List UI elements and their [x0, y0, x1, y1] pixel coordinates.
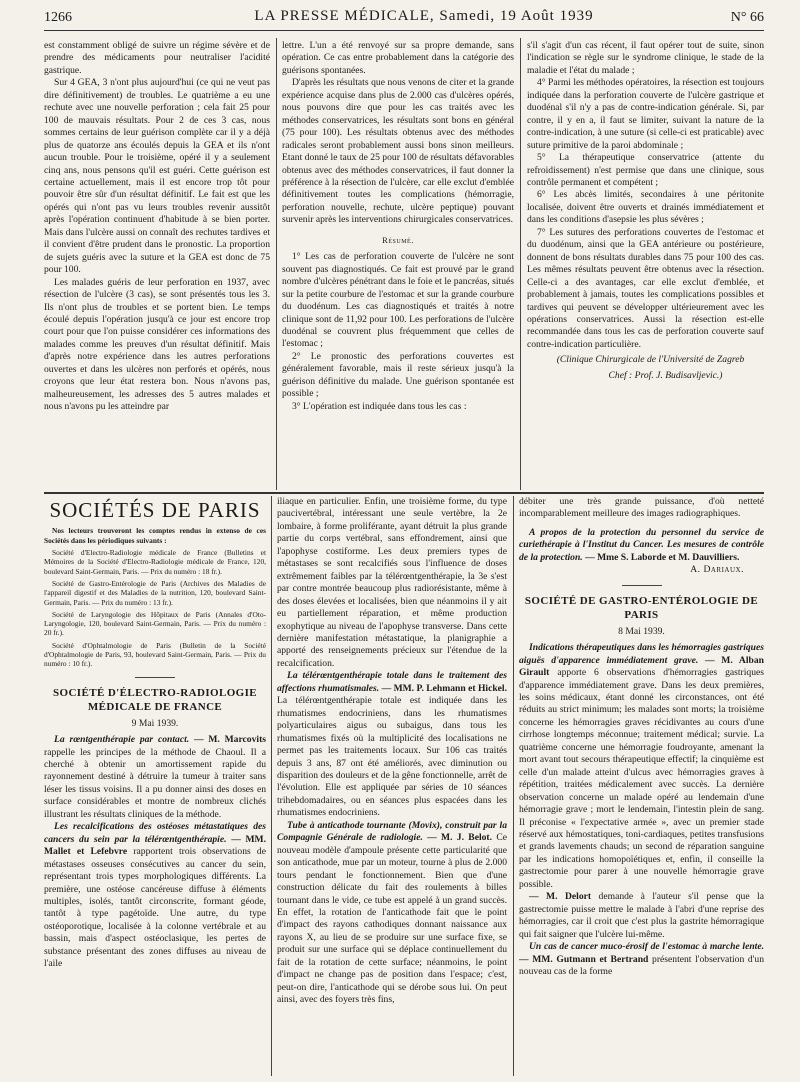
journal-title: LA PRESSE MÉDICALE, Samedi, 19 Août 1939	[254, 8, 594, 24]
paragraph	[519, 891, 764, 941]
paragraph	[519, 527, 764, 564]
intro-lead: Nos lecteurs trouveront les comptes rendus in extenso de ces Sociétés dans les périodiques suivants :	[44, 526, 266, 545]
bottom-column-1	[44, 496, 266, 1076]
communication-authors: — M. Alban Girault	[519, 654, 764, 679]
column-divider	[276, 38, 277, 490]
paragraph: 5° La thérapeutique conservatrice (attente du refroidissement) n'est permise que dans une clinique, sous contrôle permanent et compétent ;	[527, 152, 764, 188]
paragraph	[519, 941, 764, 978]
communication-title: Tube à anticathode tournante (Movix), construit par la Compagnie Générale de radiologie.	[277, 819, 507, 844]
paragraph: lettre. L'un a été renvoyé sur sa propre demande, sans opération. Ce cas entre probablement dans la catégorie des guérisons spontanées.	[282, 40, 514, 76]
page-header	[44, 6, 764, 30]
paragraph	[44, 734, 266, 821]
communication-authors: — M. Delort	[529, 891, 592, 903]
communication-authors: — M. J. Belot.	[427, 832, 493, 844]
session-date: 8 Mai 1939.	[618, 625, 665, 637]
paragraph: est constamment obligé de suivre un régime sévère et de prendre des médicaments pour neutraliser l'acidité gastrique.	[44, 40, 270, 76]
paragraph: iliaque en particulier. Enfin, une troisième forme, du type paucivertébral, intéressant une seule vertèbre, la 2e lombaire, à forme proliférante, ayant détruit la plus grande partie du corps vertébral, sans effondrement, ainsi que l'apophyse costiforme. Les deux premiers types de métastases se sont recalcifiés sous l'influence de doses extrêmement faibles par la télérœntgenthérapie, la 3e s'est par contre montrée beaucoup plus radiorésistante, même à des doses élevées et localisées, bien que néanmoins il y ait eu partiellement réparation, et même production exophytique au niveau de l'apophyse transverse. Dans cette dernière manifestation métastatique, la planigraphie a apporté des renseignements précieux sur l'étendue de la recalcification.	[277, 496, 507, 669]
communication-title: A propos de la protection du personnel du service de curiethérapie à l'Institut du Cancer. Les mesures de contrôle de la protection.	[519, 526, 764, 563]
communication-title: Un cas de cancer muco-érosif de l'estomac à marche lente.	[529, 941, 764, 953]
paragraph: 7° Les sutures des perforations couvertes de l'estomac et du duodénum, ainsi que la GEA antérieure ou postérieure, donnent de bons résultats durables dans 75 pour 100 des cas. Les mêmes résultats peuvent être obtenus avec la résection. Celle-ci a des avantages, car elle exclut d'emblée, et probablement à jamais, toutes les complications possibles et tardives qui peuvent se développer ultérieurement avec les opérations conservatrices. Aussi la résection est-elle recommandée dans tous les cas de perforation couverte sauf contre-indication particulière.	[527, 226, 764, 350]
header-rule	[44, 30, 764, 31]
paragraph: 2° Le pronostic des perforations couvertes est généralement favorable, mais il reste sérieux jusqu'à la guérison définitive du malade. Une guérison spontanée est possible ;	[282, 350, 514, 400]
paragraph	[277, 670, 507, 819]
communication-title: Les recalcifications des ostéoses métastatiques des cancers du sein par la télérœntgenthérapie.	[44, 821, 266, 845]
signature-line: Chef : Prof. J. Budisavljevic.)	[608, 369, 723, 381]
page-number: 1266	[44, 10, 72, 25]
column-divider	[520, 38, 521, 490]
paragraph: 3° L'opération est indiquée dans tous les cas :	[292, 400, 467, 412]
society-title: SOCIÉTÉ D'ÉLECTRO-RADIOLOGIE MÉDICALE DE FRANCE	[52, 686, 258, 713]
column-divider	[513, 496, 514, 1076]
column-divider	[271, 496, 272, 1076]
communication-text: La télérœntgenthérapie totale est indiquée dans les rhumatismes endocriniens, dans les rhumatismes polyarticulaires aigus ou subaigus, dans tous les rhumatismes fixés où la multiplicité des localisations ne permet pas les traitements locaux. Sur 106 cas traités depuis 3 ans, 87 ont été améliorés, avec diminution ou disparition des douleurs et de la gêne fonctionnelle, arrêt de l'évolution. Elle est appliquée par séries de 10 séances trihebdomadaires, ou en séances plus espacées dans les rhumatismes endocriniens.	[277, 695, 507, 819]
bottom-column-2	[277, 496, 507, 1076]
communication-text: Ce nouveau modèle d'ampoule présente cette particularité que son anticathode, mue par un moteur, tourne à plus de 2.000 tours pendant le fonctionnement. Bien que d'une construction délicate du fait des roulements à billes tournant dans le vide, ce tube est appelé à un grand succès. En effet, la rotation de l'anticathode fait que le point d'impact des rayons cathodiques donnant naissance aux rayons X, au lieu de se produire sur une surface fixe, se produit sur une surface qui se déplace continuellement du fait de la rotation de cette surface; néanmoins, le point d'impact ne change pas de position dans l'espace; c'est, peut-on dire, l'anticathode qui se dérobe sous lui. On peut ainsi, avec des foyers très fins,	[277, 832, 507, 1006]
communication-text: présentent l'observation d'un nouveau cas de la forme	[519, 953, 764, 977]
top-column-3	[527, 40, 764, 492]
intro-block	[44, 526, 266, 668]
communication-title: La télérœntgenthérapie totale dans le traitement des affections rhumatismales.	[277, 670, 507, 694]
paragraph	[44, 821, 266, 970]
communication-authors: — MM. Gutmann et Bertrand	[519, 953, 649, 965]
intro-item: Société de Gastro-Entérologie de Paris (Archives des Maladies de l'appareil digestif et des Maladies de la nutrition, 120, boulevard Saint-Germain, Paris. — Prix du numéro : 13 fr.).	[44, 578, 266, 607]
top-column-2	[282, 40, 514, 492]
communication-title: Indications thérapeutiques dans les hémorragies gastriques aiguës d'apparence immédiatement grave.	[519, 642, 764, 666]
communication-authors: — MM. P. Lehmann et Hickel.	[381, 682, 507, 694]
session-date: 9 Mai 1939.	[131, 717, 179, 729]
communication-text: rappelle les principes de la méthode de Chaoul. Il a cherché à obtenir un amortissement rapide du rayonnement destiné à détruire la tumeur à traiter sans léser les tissus voisins. Il a pu donner ainsi des doses en surface considérables et montre de nombreux clichés illustrant les résultats cliniques de la méthode.	[44, 746, 266, 820]
society-title: SOCIÉTÉ DE GASTRO-ENTÉROLOGIE DE PARIS	[524, 594, 759, 621]
communication-title: La rœntgenthérapie par contact.	[54, 734, 190, 746]
paragraph: Sur 4 GEA, 3 n'ont plus aujourd'hui (ce qui ne veut pas dire définitivement) de troubles. Le quatrième a eu une rechute avec une nouvelle perforation ; cela fait 25 pour 100 de mauvais résultats. Pour 2 de ces 3 cas, nous sommes certains de leur guérison complète car il y a déjà plus de quatorze ans écoulés depuis la GEA et ils n'ont aucun trouble. Pour le troisième, opéré il y a seulement cinq ans, nous pensons qu'il est guéri. Cette guérison est certaine actuellement, mais il est encore trop tôt pour pouvoir être sûr d'un résultat définitif. Le fait est que les opérés qui n'ont pas vu leurs troubles revenir aussitôt après l'opération continuent d'habitude à se bien porter. Mais dans l'ulcère aussi on connaît des rechutes tardives et il convient d'être prudent dans le pronostic. La proportion de sujets guéris avec la suture et la GEA est donc de 75 pour 100.	[44, 77, 270, 276]
communication-authors: — M. Marcovits	[193, 734, 266, 746]
issue-number: N° 66	[730, 10, 764, 25]
communication-text: rapportent trois observations de métastases osseuses consécutives au cancer du sein, représentant trois types morphologiques différents. La première, une ostéose cancéreuse diffuse à éléments multiples, isolés, tantôt circonscrite, formant géode, tantôt à type pagétoïde. Une autre, du type ostéoporotique, localisée à la colonne vertébrale et au bassin, mais d'aspect ostéoclasique, les pertes de substance présentant des zones diffuses au niveau de l'aile	[44, 846, 266, 970]
signature-line: (Clinique Chirurgicale de l'Université de Zagreb	[556, 354, 745, 366]
intro-item: Société d'Ophtalmologie de Paris (Bulletin de la Société d'Ophtalmologie de Paris, 93, boulevard Saint-Germain, Paris. — Prix du numéro : 10 fr.).	[44, 640, 266, 669]
intro-item: Société d'Electro-Radiologie médicale de France (Bulletins et Mémoires de la Société d'Electro-Radiologie médicale de France, 120, boulevard Saint-Germain, Paris. — Prix du numéro : 18 fr.).	[44, 548, 266, 576]
communication-authors: — Mme S. Laborde et M. Dauvilliers.	[585, 551, 740, 563]
paragraph: Les malades guéris de leur perforation en 1937, avec résection de l'ulcère (3 cas), se sont présentés tous les 3. Ils n'ont plus de troubles et se portent bien. Le temps écoulé depuis l'opération jusqu'à ce jour est encore trop court pour que l'on puisse considérer ces informations des malades comme les preuves d'un résultat définitif. Mais d'après notre expérience dans les autres perforations ouvertes et dans les ulcères non perforés et opérés, nous croyons que leur état restera bon. Nous n'avons pas, malheureusement, les adresses des 5 autres malades et nous n'avons pu les atteindre par	[44, 276, 270, 413]
paragraph: s'il s'agit d'un cas récent, il faut opérer tout de suite, sinon l'indication se règle sur le syndrome clinique, le stade de la maladie et l'état du malade ;	[527, 40, 764, 76]
paragraph: D'après les résultats que nous venons de citer et la grande expérience acquise dans plus de 2.000 cas d'ulcères opérés, nous pouvons dire que pour les cas traités avec les méthodes conservatrices, les résultats sont bons en général (75 pour 100). Les résultats obtenus avec des méthodes radicales seront probablement aussi bons sinon meilleurs. Etant donné le taux de 25 pour 100 de résultats défavorables obtenus avec des méthodes conservatrices, il faut donner la préférence à la résection de l'ulcère, car elle exclut d'emblée définitivement toutes les complications (hémorragie, perforation nouvelle, rechute, ulcère peptique) pouvant survenir après les interventions chirurgicales conservatrices.	[282, 77, 514, 226]
section-main-title: SOCIÉTÉS DE PARIS	[49, 498, 261, 522]
intro-item: Société de Laryngologie des Hôpitaux de Paris (Annales d'Oto-Laryngologie, 120, boulevard Saint-Germain, Paris. — Prix du numéro : 20 fr.).	[44, 609, 266, 638]
bottom-column-3	[519, 496, 764, 1076]
paragraph: débiter une très grande puissance, d'où netteté incomparablement meilleure des images radiographiques.	[519, 496, 764, 520]
communication-authors: — MM. Mallet et Lefebvre	[44, 833, 266, 858]
paragraph: 4° Parmi les méthodes opératoires, la résection est toujours indiquée dans la perforation couverte de l'ulcère gastrique et duodénal s'il n'y a pas de contre-indication générale. Si, par contre, il y en a, il faut se limiter, suivant la nature de la contre-indication, à une suture (si celle-ci est praticable) avec suture primitive de la paroi abdominale ;	[527, 77, 764, 151]
paragraph: 6° Les abcès limités, secondaires à une péritonite localisée, doivent être ouverts et drainés immédiatement et dans les conditions d'asepsie les plus sévères ;	[527, 189, 764, 226]
communication-text: apporte 6 observations d'hémorragies gastriques d'apparence immédiatement grave. Dans les deux premières, les soins médicaux, étant donné les circonstances, ont été réduits au strict minimum; les malades sont morts; la troisième concerne les hémorragies graves récidivantes au cours d'une cirrhose longtemps méconnue; traitement médical; survie. La quatrième concerne une hémorragie foudroyante, amenant la mort avant tout secours thérapeutique effectif; la cinquième est celle d'un malade atteint d'ulcus avec hémorragies graves à répétition, traitées médicalement avec succès. La dernière observation concerne un malade opéré au lendemain d'une hémorragie grave ; mort le lendemain, l'intestin plein de sang. Il préconise « l'expectative armée », avec un premier stade réservé aux hémostatiques, toni-cardiaques, petites transfusions et grands lavements chauds; un second de réparation sanguine par les indications homopoïétiques et, enfin, il conseille la gastrectomie pour parer à une nouvelle hémorragie grave possible.	[519, 667, 764, 890]
paragraph	[519, 642, 764, 891]
resume-heading: Résumé.	[382, 234, 414, 245]
section-rule	[44, 492, 764, 494]
divider	[622, 585, 662, 586]
communication-text: demande à l'auteur s'il pense que la gastrectomie puisse mettre le malade à l'abri d'une reprise des hémorragies, car il croit que c'est plus la gastrite hémorragique qui fait saigner que l'ulcère lui-même.	[519, 891, 764, 940]
paragraph	[277, 820, 507, 1007]
top-column-1	[44, 40, 270, 492]
reporter-signature: A. Dariaux.	[690, 564, 744, 576]
divider	[135, 677, 175, 678]
paragraph: 1° Les cas de perforation couverte de l'ulcère ne sont souvent pas diagnostiqués. Ce fait est prouvé par le grand nombre d'ulcères pénétrant dans le foie et le pancréas, situés sur la petite courbure de l'estomac et sur la grande courbure du duodénum. Les cas diagnostiqués et traités à notre clinique sont de 11,92 pour 100. Les perforations de l'ulcère duodénal se couvrent plus fréquemment que celles de l'estomac ;	[282, 251, 514, 350]
